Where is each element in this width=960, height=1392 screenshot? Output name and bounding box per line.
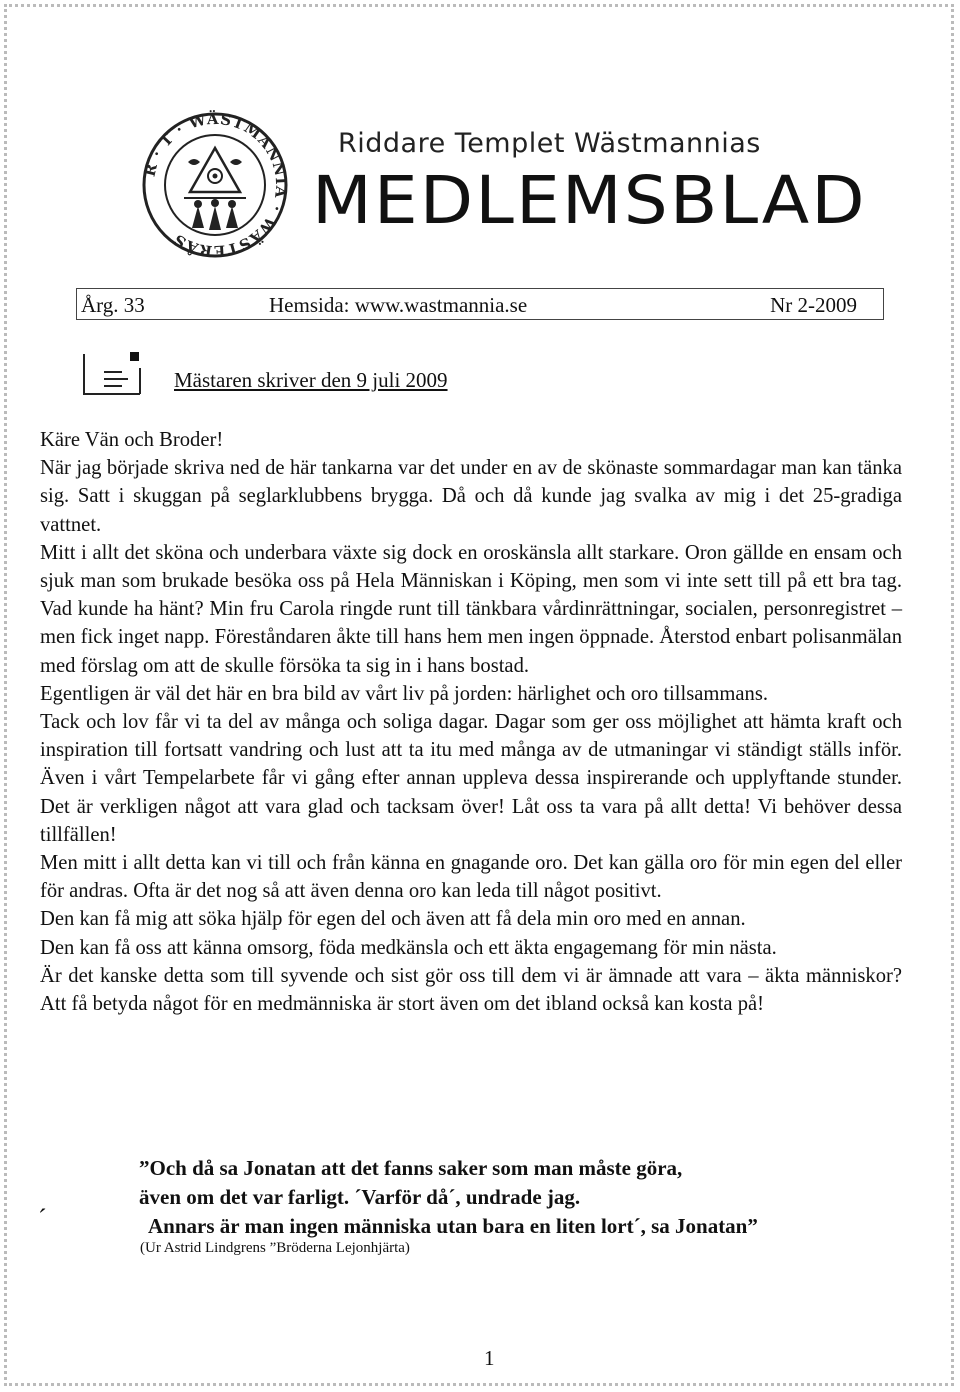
organization-name: Riddare Templet Wästmannias — [338, 128, 761, 159]
masthead — [140, 110, 867, 260]
paragraph: Är det kanske detta som till syvende och sist gör oss till dem vi är ämnade att vara – äkta människor? Att få betyda något för en medmänniska är stort även om det ibland också kan kosta på! — [40, 964, 902, 1016]
masthead-title: MEDLEMSBLAD — [312, 162, 867, 239]
letter-heading: Mästaren skriver den 9 juli 2009 — [174, 368, 448, 392]
paragraph: Den kan få mig att söka hjälp för egen del och även att få dela min oro med en annan. — [40, 908, 746, 931]
quote-line: ”Och då sa Jonatan att det fanns saker som man måste göra, — [139, 1156, 683, 1180]
quote-line: även om det var farligt. ´Varför då´, undrade jag. — [139, 1185, 581, 1209]
paragraph: Tack och lov får vi ta del av många och soliga dagar. Dagar som ger oss möjlighet att hämta kraft och inspiration till fortsatt vandring och lust att ta itu med många av de utmaningar vi ständigt ställs inför. Även i vårt Tempelarbete får vi gång efter annan uppleva dessa inspirerande och upplyftande stunder. Det är verkligen något att vara glad och tacksam över! Låt oss ta vara på allt detta! Vi behöver dessa tillfällen! — [40, 711, 902, 846]
paragraph: Mitt i allt det sköna och underbara växte sig dock en oroskänsla allt starkare. Oron gällde en ensam och sjuk man som brukade besöka oss på Hela Människan i Köping, men som vi inte sett till på ett bra tag. Vad kunde ha hänt? Min fru Carola ringde runt till tänkbara vårdinrättningar, socialen, personregistret – men fick inget napp. Föreståndaren åkte till hans hem men ingen öppnade. Återstod enbart polisanmälan med förslag om att de skulle försöka ta sig in i hans bostad. — [40, 541, 902, 677]
issue-number: Nr 2-2009 — [770, 293, 857, 317]
quote-line: Annars är man ingen människa utan bara en liten lort´, sa Jonatan” — [148, 1214, 758, 1238]
website-link[interactable]: Hemsida: www.wastmannia.se — [269, 293, 528, 317]
salutation: Käre Vän och Broder! — [40, 429, 224, 451]
paragraph: Egentligen är väl det här en bra bild av vårt liv på jorden: härlighet och oro tillsammans. — [40, 682, 768, 705]
letter-body — [40, 426, 902, 1018]
quote-mark: ´ — [38, 1204, 47, 1233]
letter-icon — [82, 350, 142, 396]
svg-text:R · T · WÄSTMANNIA · WÄSTERÅS — [140, 110, 290, 260]
issue-info-bar — [76, 288, 884, 320]
paragraph: När jag började skriva ned de här tankarna var det under en av de skönaste sommardagar man kan tänka sig. Satt i skuggan på seglarklubbens brygga. Då och då kunde jag svalka av mig i det 25-gradiga vattnet. — [40, 457, 902, 536]
volume-year: Årg. 33 — [81, 293, 145, 317]
paragraph: Den kan få oss att känna omsorg, föda medkänsla och ett äkta engagemang för min nästa. — [40, 936, 777, 959]
page-number: 1 — [484, 1346, 495, 1370]
seal-text: R · T · WÄSTMANNIA · WÄSTERÅS — [140, 110, 290, 260]
quote-source: (Ur Astrid Lindgrens ”Bröderna Lejonhjärta) — [140, 1240, 410, 1256]
seal-logo — [140, 110, 290, 260]
paragraph: Men mitt i allt detta kan vi till och från känna en gnagande oro. Det kan gälla oro för min egen del eller för andras. Ofta är det nog så att även denna oro kan leda till något positivt. — [40, 852, 902, 903]
